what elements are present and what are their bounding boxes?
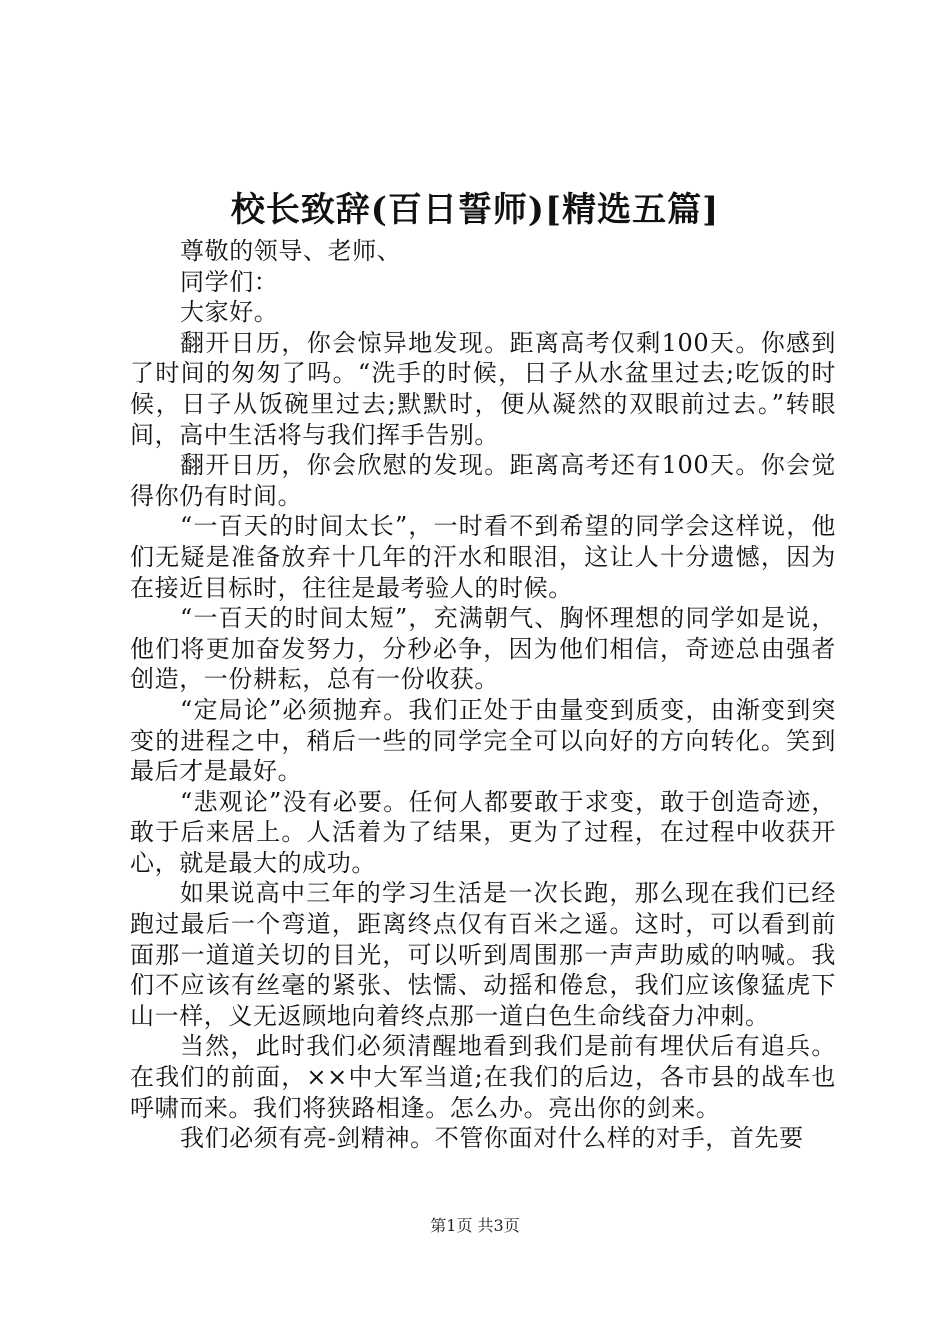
document-title: 校长致辞(百日誓师)[精选五篇]: [230, 190, 720, 230]
paragraph: “一百天的时间太短”，充满朝气、胸怀理想的同学如是说，他们将更加奋发努力，分秒必争，因为他们相信，奇迹总由强者创造，一份耕耘，总有一份收获。: [130, 604, 836, 694]
salutation-line-1: 尊敬的领导、老师、: [180, 237, 402, 265]
salutation-line-2: 同学们：: [180, 267, 279, 296]
paragraph: 我们必须有亮-剑精神。不管你面对什么样的对手，首先要: [180, 1124, 804, 1153]
paragraph: 如果说高中三年的学习生活是一次长跑，那么现在我们已经跑过最后一个弯道，距离终点仅有百米之遥。这时，可以看到前面那一道道关切的目光，可以听到周围那一声声助威的呐喊。我们不应该有丝毫的紧张、怯懦、动摇和倦怠，我们应该像猛虎下山一样，义无返顾地向着终点那一道白色生命线奋力冲刺。: [130, 879, 836, 1030]
document-body: [130, 236, 836, 1154]
paragraph: “定局论”必须抛弃。我们正处于由量变到质变，由渐变到突变的进程之中，稍后一些的同学完全可以向好的方向转化。笑到最后才是最好。: [130, 695, 836, 786]
paragraph: “悲观论”没有必要。任何人都要敢于求变，敢于创造奇迹，敢于后来居上。人活着为了结果，更为了过程，在过程中收获开心，就是最大的成功。: [130, 787, 836, 877]
paragraph: “一百天的时间太长”，一时看不到希望的同学会这样说，他们无疑是准备放弃十几年的汗水和眼泪，这让人十分遗憾，因为在接近目标时，往往是最考验人的时候。: [130, 512, 836, 602]
paragraph: 翻开日历，你会惊异地发现。距离高考仅剩100天。你感到了时间的匆匆了吗。“洗手的时候，日子从水盆里过去;吃饭的时候，日子从饭碗里过去;默默时，便从凝然的双眼前过去。”转眼间，高中生活将与我们挥手告别。: [130, 328, 836, 449]
paragraph: 当然，此时我们必须清醒地看到我们是前有埋伏后有追兵。在我们的前面，××中大军当道;在我们的后边，各市县的战车也呼啸而来。我们将狭路相逢。怎么办。亮出你的剑来。: [130, 1032, 836, 1122]
page-footer: 第1页 共3页: [430, 1216, 520, 1235]
paragraph: 翻开日历，你会欣慰的发现。距离高考还有100天。你会觉得你仍有时间。: [130, 451, 836, 510]
greeting: 大家好。: [180, 298, 279, 327]
